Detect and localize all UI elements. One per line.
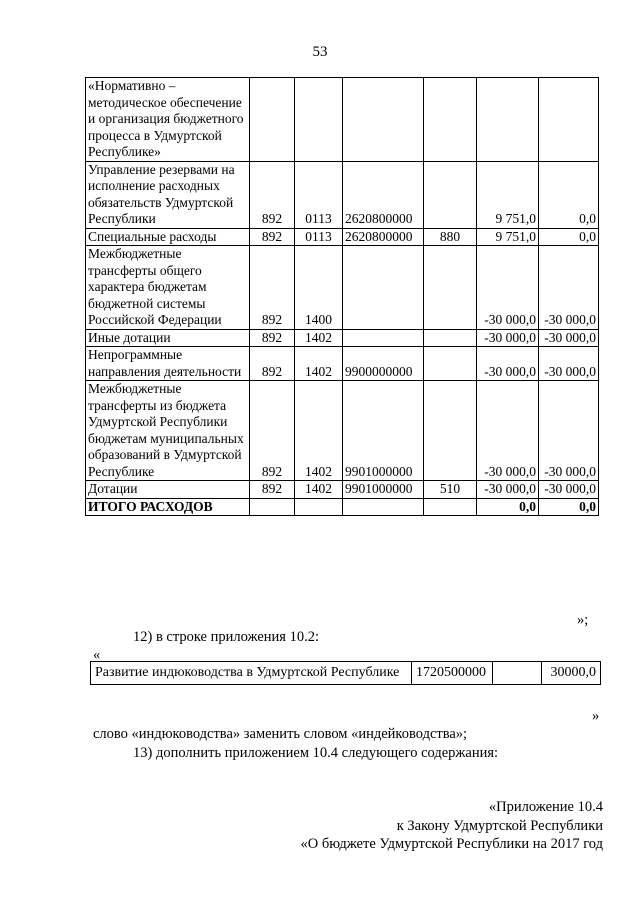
table-row	[86, 481, 599, 499]
cell-empty	[343, 498, 424, 516]
cell-section: 1402	[295, 481, 343, 499]
cell-type	[424, 347, 477, 381]
opening-quote: «	[93, 647, 101, 663]
cell-target	[343, 329, 424, 347]
replace-text: слово «индюководства» заменить словом «индейководства»;	[93, 726, 468, 742]
expenses-table	[85, 77, 599, 516]
row-name: Иные дотации	[86, 329, 250, 347]
row-name: Межбюджетные трансферты общего характера бюджетам бюджетной системы Российской Федерации	[86, 246, 250, 330]
cell-ministry: 892	[250, 329, 295, 347]
cell-target: 9900000000	[343, 347, 424, 381]
table-row	[86, 329, 599, 347]
cell-ministry: 892	[250, 481, 295, 499]
total-amount-2: 0,0	[539, 498, 599, 516]
cell-amount-2: -30 000,0	[539, 481, 599, 499]
table-row	[86, 78, 599, 162]
cell-target: 2620800000	[343, 161, 424, 228]
appendix-law: к Закону Удмуртской Республики	[396, 818, 603, 834]
cell-amount-2: -30 000,0	[539, 246, 599, 330]
cell-type	[424, 78, 477, 162]
cell-target	[343, 246, 424, 330]
row-name: Межбюджетные трансферты из бюджета Удмуртской Республики бюджетам муниципальных образований в Удмуртской Республике	[86, 381, 250, 481]
table-row	[86, 381, 599, 481]
cell-amount-1: -30 000,0	[477, 381, 539, 481]
table-row	[86, 246, 599, 330]
total-amount-1: 0,0	[477, 498, 539, 516]
cell-type	[424, 161, 477, 228]
cell-ministry: 892	[250, 246, 295, 330]
cell-empty	[424, 498, 477, 516]
row-name: Дотации	[86, 481, 250, 499]
cell-empty	[295, 498, 343, 516]
cell-section: 1402	[295, 381, 343, 481]
cell-ministry: 892	[250, 381, 295, 481]
cell-amount-1	[477, 78, 539, 162]
cell-section: 0113	[295, 161, 343, 228]
cell-type: 510	[424, 481, 477, 499]
cell-section: 1402	[295, 347, 343, 381]
cell-target: 9901000000	[343, 381, 424, 481]
cell-amount-1: 9 751,0	[477, 228, 539, 246]
cell-type	[424, 329, 477, 347]
cell-section	[295, 78, 343, 162]
appendix-budget: «О бюджете Удмуртской Республики на 2017 год	[300, 836, 603, 852]
cell-type: 880	[424, 228, 477, 246]
cell-amount-2	[539, 78, 599, 162]
cell-amount-1: -30 000,0	[477, 481, 539, 499]
cell-section: 0113	[295, 228, 343, 246]
cell-amount-1: -30 000,0	[477, 246, 539, 330]
sub-row-name: Развитие индюководства в Удмуртской Республике	[91, 662, 412, 685]
cell-amount-1: -30 000,0	[477, 347, 539, 381]
cell-target: 9901000000	[343, 481, 424, 499]
appendix-title: «Приложение 10.4	[488, 799, 603, 815]
item-12-text: 12) в строке приложения 10.2:	[133, 629, 319, 645]
cell-amount-2: -30 000,0	[539, 329, 599, 347]
cell-ministry: 892	[250, 347, 295, 381]
cell-ministry: 892	[250, 228, 295, 246]
cell-ministry	[250, 78, 295, 162]
row-name: Управление резервами на исполнение расходных обязательств Удмуртской Республики	[86, 161, 250, 228]
table-row	[91, 662, 601, 685]
cell-amount-1: -30 000,0	[477, 329, 539, 347]
cell-amount-2: 0,0	[539, 228, 599, 246]
cell-type	[424, 246, 477, 330]
table-row	[86, 347, 599, 381]
amendment-table	[90, 661, 601, 685]
row-name: «Нормативно – методическое обеспечение и организация бюджетного процесса в Удмуртской Республике»	[86, 78, 250, 162]
table-row	[86, 228, 599, 246]
cell-ministry: 892	[250, 161, 295, 228]
cell-section: 1402	[295, 329, 343, 347]
cell-amount-1: 9 751,0	[477, 161, 539, 228]
sub-row-code: 1720500000	[412, 662, 493, 685]
sub-row-value: 30000,0	[542, 662, 601, 685]
closing-quote-2: »	[592, 708, 600, 724]
cell-amount-2: -30 000,0	[539, 347, 599, 381]
cell-amount-2: -30 000,0	[539, 381, 599, 481]
row-name: Непрограммные направления деятельности	[86, 347, 250, 381]
cell-section: 1400	[295, 246, 343, 330]
item-13-text: 13) дополнить приложением 10.4 следующего содержания:	[133, 745, 499, 761]
cell-empty	[250, 498, 295, 516]
total-row	[86, 498, 599, 516]
total-label: ИТОГО РАСХОДОВ	[86, 498, 250, 516]
sub-row-blank	[493, 662, 542, 685]
table-row	[86, 161, 599, 228]
cell-target	[343, 78, 424, 162]
closing-quote: »;	[577, 612, 589, 628]
cell-type	[424, 381, 477, 481]
cell-target: 2620800000	[343, 228, 424, 246]
page-number: 53	[312, 44, 328, 60]
row-name: Специальные расходы	[86, 228, 250, 246]
cell-amount-2: 0,0	[539, 161, 599, 228]
